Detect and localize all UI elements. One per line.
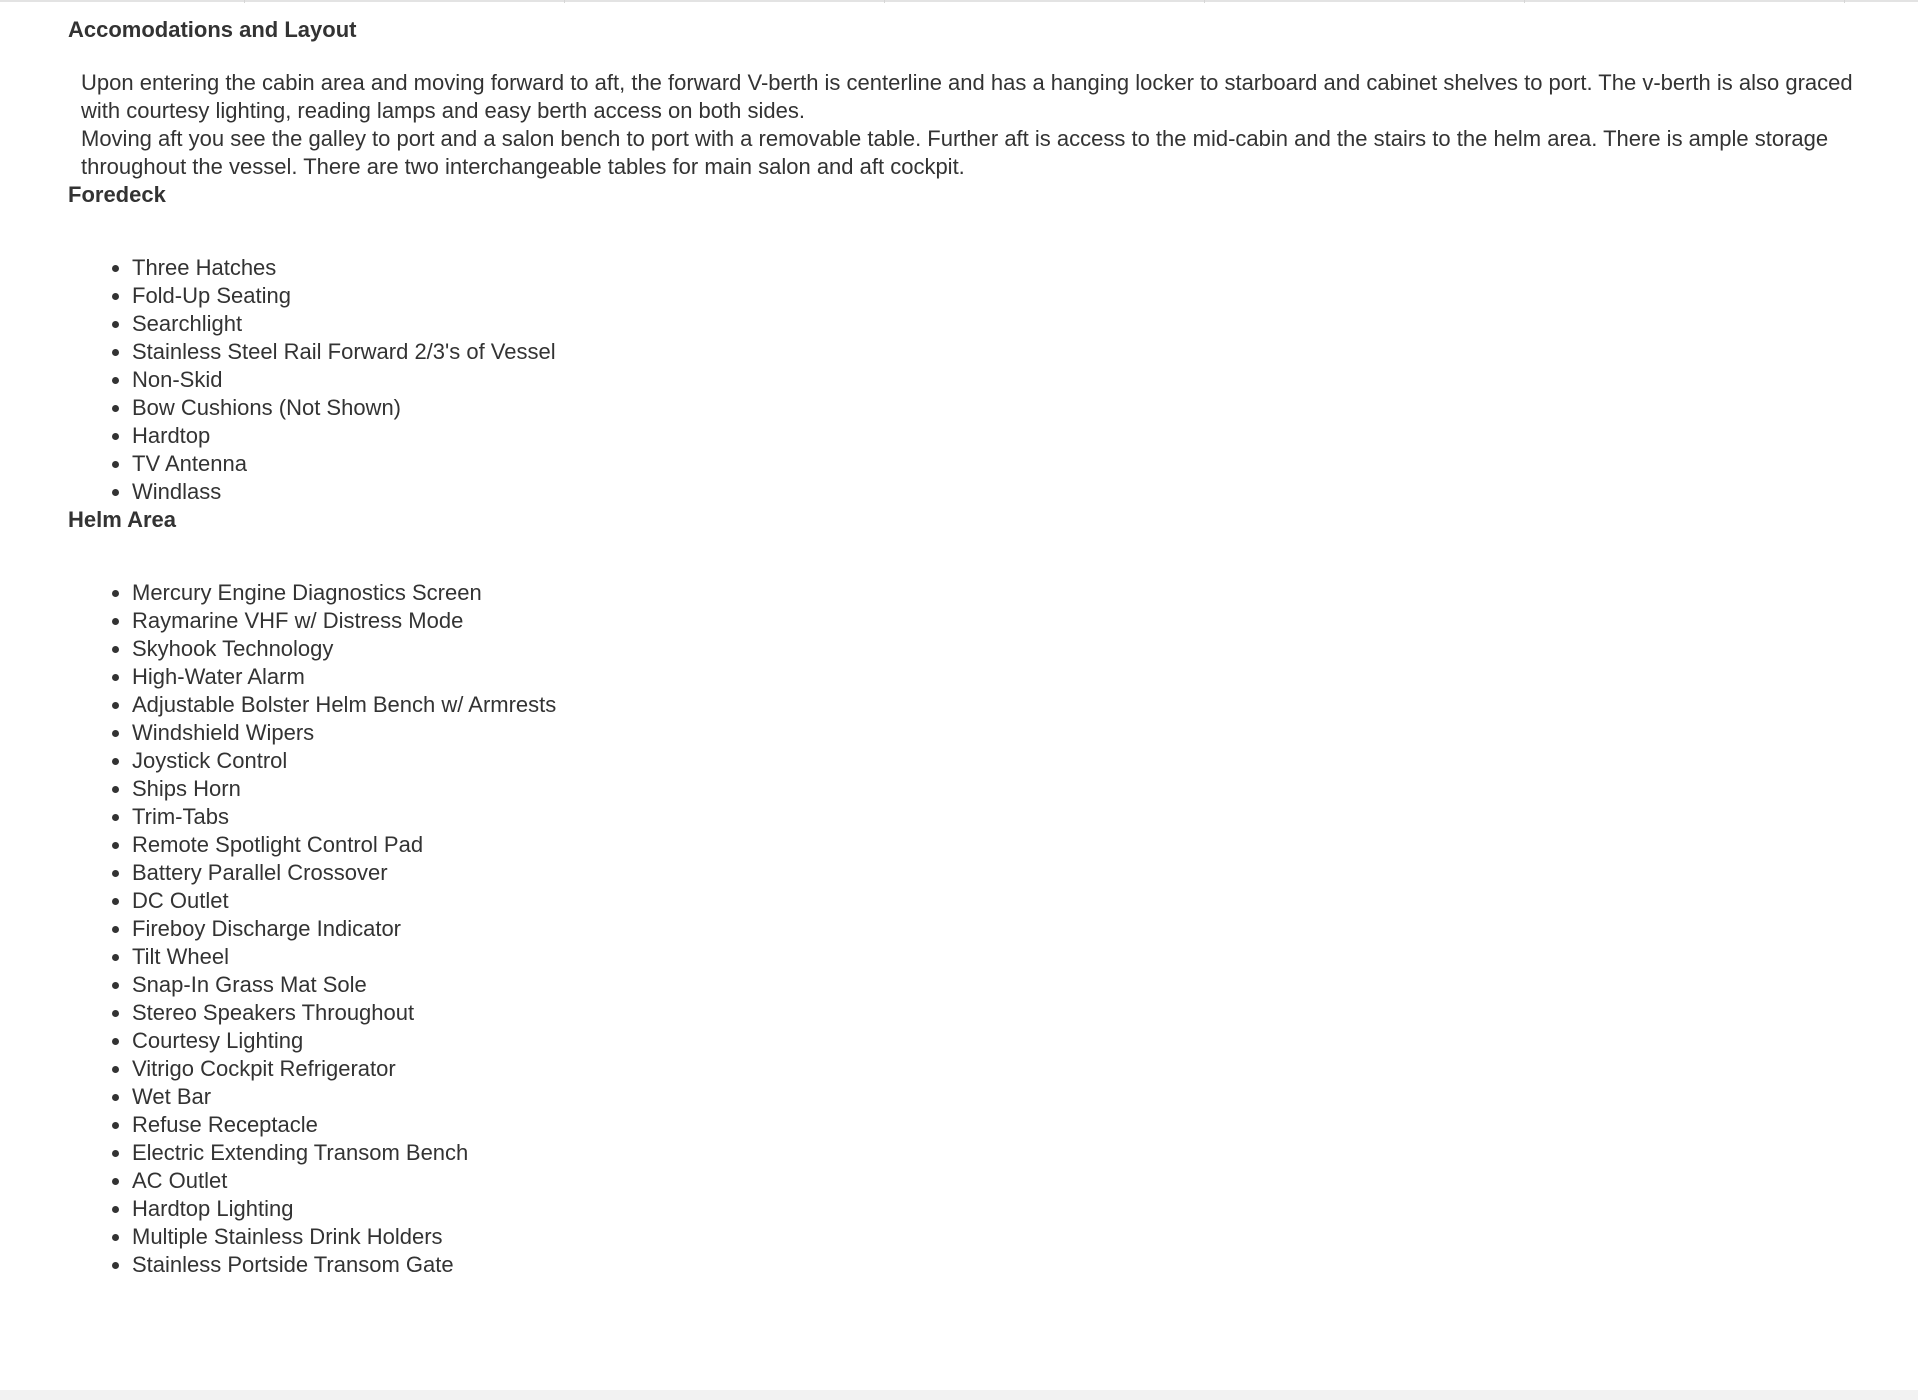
- list-item: • Battery Parallel Crossover: [132, 859, 1868, 887]
- accommodations-heading: Accomodations and Layout: [68, 17, 357, 42]
- list-item: • Non-Skid: [132, 366, 1868, 394]
- list-item: • Courtesy Lighting: [132, 1027, 1868, 1055]
- bottom-band: [0, 1390, 1918, 1400]
- list-item: • Fireboy Discharge Indicator: [132, 915, 1868, 943]
- list-item: • Hardtop: [132, 422, 1868, 450]
- list-item: • Stainless Steel Rail Forward 2/3's of Vessel: [132, 338, 1868, 366]
- accommodations-paragraph: Upon entering the cabin area and moving forward to aft, the forward V-berth is centerline and has a hanging locker to starboard and cabinet shelves to port. The v-berth is also graced with courtesy lighting, reading lamps and easy berth access on both sides.: [81, 70, 1853, 123]
- list-item: • Windlass: [132, 478, 1868, 506]
- list-item: • Wet Bar: [132, 1083, 1868, 1111]
- list-item: • Electric Extending Transom Bench: [132, 1139, 1868, 1167]
- accommodations-paragraph: Moving aft you see the galley to port and a salon bench to port with a removable table. Further aft is access to the mid-cabin and the stairs to the helm area. There is ample storage throughout the vessel. There are two interchangeable tables for main salon and aft cockpit.: [81, 126, 1829, 179]
- list-item: • Multiple Stainless Drink Holders: [132, 1223, 1868, 1251]
- helm-area-heading: Helm Area: [68, 507, 177, 532]
- list-item: • Remote Spotlight Control Pad: [132, 831, 1868, 859]
- document-content: [68, 16, 1868, 1279]
- list-item: • Hardtop Lighting: [132, 1195, 1868, 1223]
- list-item: • Snap-In Grass Mat Sole: [132, 971, 1868, 999]
- helm-feature-list: [68, 579, 1868, 1279]
- foredeck-feature-list: [68, 254, 1868, 506]
- foredeck-heading: Foredeck: [68, 182, 166, 207]
- list-item: • Adjustable Bolster Helm Bench w/ Armrests: [132, 691, 1868, 719]
- list-item: • Stereo Speakers Throughout: [132, 999, 1868, 1027]
- list-item: • Joystick Control: [132, 747, 1868, 775]
- list-item: • Trim-Tabs: [132, 803, 1868, 831]
- list-item: • Ships Horn: [132, 775, 1868, 803]
- list-item: • DC Outlet: [132, 887, 1868, 915]
- list-item: • Bow Cushions (Not Shown): [132, 394, 1868, 422]
- list-item: • AC Outlet: [132, 1167, 1868, 1195]
- list-item: • Tilt Wheel: [132, 943, 1868, 971]
- list-item: • Mercury Engine Diagnostics Screen: [132, 579, 1868, 607]
- list-item: • Vitrigo Cockpit Refrigerator: [132, 1055, 1868, 1083]
- list-item: • Skyhook Technology: [132, 635, 1868, 663]
- list-item: • High-Water Alarm: [132, 663, 1868, 691]
- top-border: [0, 0, 1918, 2]
- list-item: • Raymarine VHF w/ Distress Mode: [132, 607, 1868, 635]
- list-item: • Three Hatches: [132, 254, 1868, 282]
- list-item: • Refuse Receptacle: [132, 1111, 1868, 1139]
- list-item: • Stainless Portside Transom Gate: [132, 1251, 1868, 1279]
- list-item: • Fold-Up Seating: [132, 282, 1868, 310]
- list-item: • Searchlight: [132, 310, 1868, 338]
- list-item: • TV Antenna: [132, 450, 1868, 478]
- list-item: • Windshield Wipers: [132, 719, 1868, 747]
- accommodations-description: [81, 69, 1881, 181]
